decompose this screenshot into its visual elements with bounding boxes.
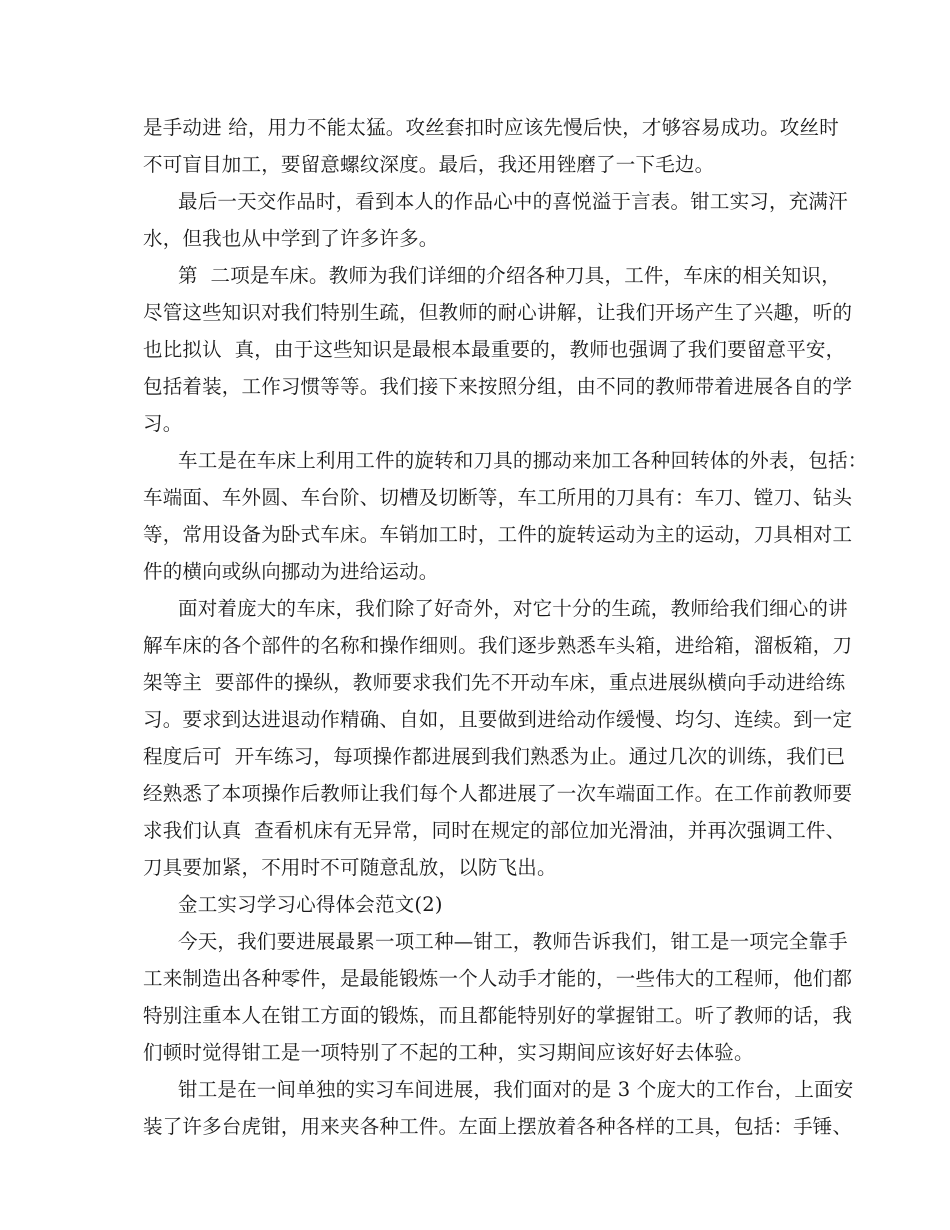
text-line: 们顿时觉得钳工是一项特别了不起的工种，实习期间应该好好去体验。 bbox=[143, 1041, 754, 1064]
text-line: 经熟悉了本项操作后教师让我们每个人都进展了一次车端面工作。在工作前教师要 bbox=[143, 782, 853, 805]
text-line: 水，但我也从中学到了许多许多。 bbox=[143, 227, 439, 250]
text-line: 尽管这些知识对我们特别生疏，但教师的耐心讲解，让我们开场产生了兴趣，听的 bbox=[143, 301, 853, 324]
text-line: 是手动进 给，用力不能太猛。攻丝套扣时应该先慢后快，才够容易成功。攻丝时 bbox=[143, 116, 839, 139]
text-line: 不可盲目加工，要留意螺纹深度。最后，我还用锉磨了一下毛边。 bbox=[143, 153, 715, 176]
text-line: 第 二项是车床。教师为我们详细的介绍各种刀具，工件，车床的相关知识， bbox=[178, 264, 841, 287]
text-line: 也比拟认 真，由于这些知识是最根本最重要的，教师也强调了我们要留意平安， bbox=[143, 338, 846, 361]
text-line: 最后一天交作品时，看到本人的作品心中的喜悦溢于言表。钳工实习，充满汗 bbox=[178, 190, 848, 213]
text-line: 习。要求到达进退动作精确、自如，且要做到进给动作缓慢、均匀、连续。到一定 bbox=[143, 708, 853, 731]
text-line: 车端面、车外圆、车台阶、切槽及切断等，车工所用的刀具有：车刀、镗刀、钻头 bbox=[143, 486, 853, 509]
text-line: 件的横向或纵向挪动为进给运动。 bbox=[143, 560, 439, 583]
text-line: 求我们认真 查看机床有无异常，同时在规定的部位加光滑油，并再次强调工件、 bbox=[143, 819, 846, 842]
text-line: 程度后可 开车练习，每项操作都进展到我们熟悉为止。通过几次的训练，我们已 bbox=[143, 745, 846, 768]
text-line: 习。 bbox=[143, 412, 183, 435]
text-line: 钳工是在一间单独的实习车间进展，我们面对的是 3 个庞大的工作台，上面安 bbox=[178, 1078, 854, 1101]
text-line: 装了许多台虎钳，用来夹各种工件。左面上摆放着各种各样的工具，包括：手锤、 bbox=[143, 1115, 853, 1138]
text-line: 今天，我们要进展最累一项工种—钳工，教师告诉我们，钳工是一项完全靠手 bbox=[178, 930, 848, 953]
text-line: 车工是在车床上利用工件的旋转和刀具的挪动来加工各种回转体的外表，包括： bbox=[178, 449, 868, 472]
text-line: 包括着装，工作习惯等等。我们接下来按照分组，由不同的教师带着进展各自的学 bbox=[143, 375, 853, 398]
text-line: 架等主 要部件的操纵，教师要求我们先不开动车床，重点进展纵横向手动进给练 bbox=[143, 671, 846, 694]
text-line: 面对着庞大的车床，我们除了好奇外，对它十分的生疏，教师给我们细心的讲 bbox=[178, 597, 848, 620]
section-heading: 金工实习学习心得体会范文(2) bbox=[178, 893, 443, 916]
text-line: 等，常用设备为卧式车床。车销加工时，工件的旋转运动为主的运动，刀具相对工 bbox=[143, 523, 853, 546]
text-line: 刀具要加紧，不用时不可随意乱放，以防飞出。 bbox=[143, 856, 557, 879]
text-line: 解车床的各个部件的名称和操作细则。我们逐步熟悉车头箱，进给箱，溜板箱，刀 bbox=[143, 634, 853, 657]
text-line: 特别注重本人在钳工方面的锻炼，而且都能特别好的掌握钳工。听了教师的话，我 bbox=[143, 1004, 853, 1027]
text-line: 工来制造出各种零件，是最能锻炼一个人动手才能的，一些伟大的工程师，他们都 bbox=[143, 967, 853, 990]
